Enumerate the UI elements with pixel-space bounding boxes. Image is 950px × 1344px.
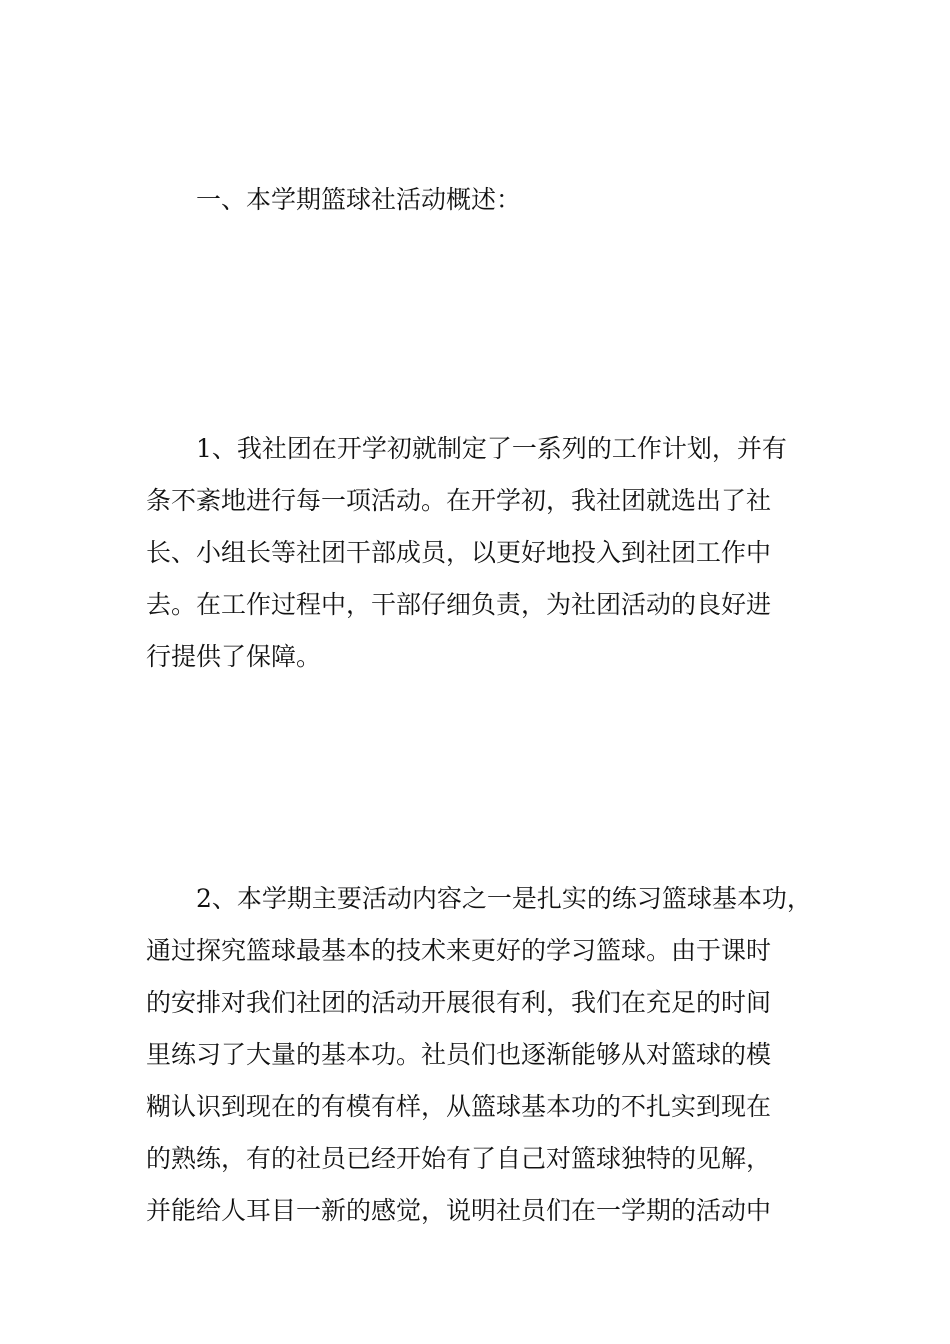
paragraph-line: 行提供了保障。 bbox=[146, 642, 322, 671]
paragraph-line: 通过探究篮球最基本的技术来更好的学习篮球。由于课时 bbox=[146, 936, 772, 965]
paragraph-line: 的熟练，有的社员已经开始有了自己对篮球独特的见解， bbox=[146, 1144, 772, 1173]
paragraph-line: 并能给人耳目一新的感觉，说明社员们在一学期的活动中 bbox=[146, 1196, 772, 1225]
paragraph-line: 里练习了大量的基本功。社员们也逐渐能够从对篮球的模 bbox=[146, 1040, 772, 1069]
paragraph-line: 的安排对我们社团的活动开展很有利，我们在充足的时间 bbox=[146, 988, 772, 1017]
paragraph-line: 2、本学期主要活动内容之一是扎实的练习篮球基本功， bbox=[196, 884, 812, 913]
paragraph-line: 去。在工作过程中，干部仔细负责，为社团活动的良好进 bbox=[146, 590, 772, 619]
paragraph-1 bbox=[146, 423, 826, 683]
paragraph-line: 1、我社团在开学初就制定了一系列的工作计划，并有 bbox=[196, 434, 787, 463]
section-heading: 一、本学期篮球社活动概述： bbox=[196, 185, 522, 214]
paragraph-2 bbox=[146, 873, 826, 1237]
paragraph-line: 条不紊地进行每一项活动。在开学初，我社团就选出了社 bbox=[146, 486, 772, 515]
paragraph-line: 长、小组长等社团干部成员，以更好地投入到社团工作中 bbox=[146, 538, 772, 567]
paragraph-line: 糊认识到现在的有模有样，从篮球基本功的不扎实到现在 bbox=[146, 1092, 772, 1121]
